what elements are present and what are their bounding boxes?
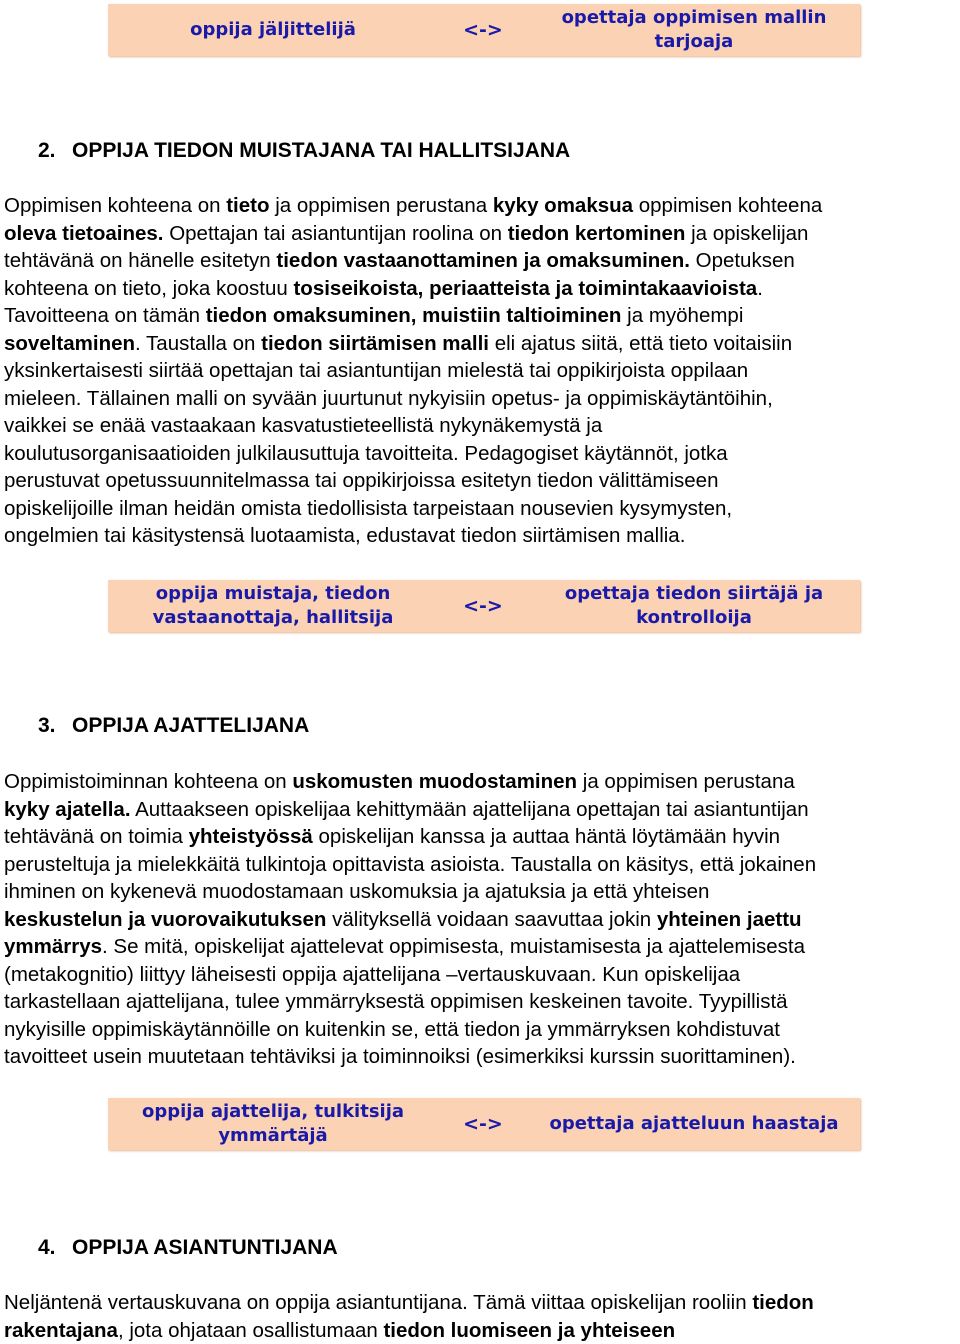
section-number: 3.	[38, 714, 56, 737]
learner-role: oppija ajattelija, tulkitsija ymmärtäjä	[141, 1101, 405, 1146]
learner-role: oppija muistaja, tiedon vastaanottaja, hallitsija	[152, 583, 394, 628]
arrow-icon: <->	[463, 595, 503, 617]
section-number: 4.	[38, 1236, 56, 1259]
arrow-icon: <->	[463, 19, 503, 41]
section-title: OPPIJA TIEDON MUISTAJANA TAI HALLITSIJANA	[72, 139, 571, 162]
teacher-role: opettaja oppimisen mallin tarjoaja	[561, 7, 827, 52]
metaphor-box-imitator	[108, 4, 860, 56]
arrow-icon: <->	[463, 1113, 503, 1135]
section-title: OPPIJA AJATTELIJANA	[72, 714, 310, 737]
section-heading-4	[38, 1236, 338, 1260]
metaphor-box-memorizer	[108, 580, 860, 632]
section-heading-2	[38, 139, 570, 163]
teacher-role: opettaja ajatteluun haastaja	[549, 1113, 839, 1134]
section-title: OPPIJA ASIANTUNTIJANA	[72, 1236, 338, 1259]
paragraph-section-3: Oppimistoiminnan kohteena on uskomusten muodostaminen ja oppimisen perustana kyky ajatella. Auttaakseen opiskelijaa kehittymään ajattelijana opettajan tai asiantuntijan tehtävänä on toimia yhteistyössä opiskelijan kanssa ja auttaa häntä löytämään hyvin perusteltuja ja mielekkäitä tulkintoja opittavista asioista. Taustalla on käsitys, että jokainen ihminen on kykenevä muodostamaan uskomuksia ja ajatuksia ja että yhteisen keskustelun ja vuorovaikutuksen välityksellä voidaan saavuttaa jokin yhteinen jaettu ymmärrys. Se mitä, opiskelijat ajattelevat oppimisesta, muistamisesta ja ajattelemisesta (metakognitio) liittyy läheisesti oppija ajattelijana –vertauskuvaan. Kun opiskelijaa tarkastellaan ajattelijana, tulee ymmärryksestä oppimisen keskeinen tavoite. Tyypillistä nykyisille oppimiskäytännöille on kuitenkin se, että tiedon ja ymmärryksen kohdistuvat tavoitteet usein muutetaan tehtäviksi ja toiminnoiksi (esimerkiksi kurssin suorittaminen).	[4, 770, 817, 1068]
section-heading-3	[38, 714, 309, 738]
learner-role: oppija jäljittelijä	[190, 19, 356, 40]
paragraph-section-4: Neljäntenä vertauskuvana on oppija asiantuntijana. Tämä viittaa opiskelijan rooliin tiedon rakentajana, jota ohjataan osallistumaan tiedon luomiseen ja yhteiseen	[4, 1291, 814, 1342]
paragraph-section-2: Oppimisen kohteena on tieto ja oppimisen perustana kyky omaksua oppimisen kohteena oleva tietoaines. Opettajan tai asiantuntijan roolina on tiedon kertominen ja opiskelijan tehtävänä on hänelle esitetyn tiedon vastaanottaminen ja omaksuminen. Opetuksen kohteena on tieto, joka koostuu tosiseikoista, periaatteista ja toimintakaavioista. Tavoitteena on tämän tiedon omaksuminen, muistiin taltioiminen ja myöhempi soveltaminen. Taustalla on tiedon siirtämisen malli eli ajatus siitä, että tieto voitaisiin yksinkertaisesti siirtää opettajan tai asiantuntijan mielestä tai oppikirjoista oppilaan mieleen. Tällainen malli on syvään juurtunut nykyisiin opetus- ja oppimiskäytäntöihin, vaikkei se enää vastaakaan kasvatustieteellistä nykynäkemystä ja koulutusorganisaatioiden julkilausuttuja tavoitteita. Pedagogiset käytännöt, jotka perustuvat opetussuunnitelmassa tai oppikirjoissa esitetyn tiedon välittämiseen opiskelijoille ilman heidän omista tiedollisista tarpeistaan nousevien kysymysten, ongelmien tai käsitystensä luotaamista, edustavat tiedon siirtämisen mallia.	[4, 194, 823, 547]
metaphor-box-thinker	[108, 1098, 860, 1150]
section-number: 2.	[38, 139, 56, 162]
teacher-role: opettaja tiedon siirtäjä ja kontrolloija	[564, 583, 824, 628]
